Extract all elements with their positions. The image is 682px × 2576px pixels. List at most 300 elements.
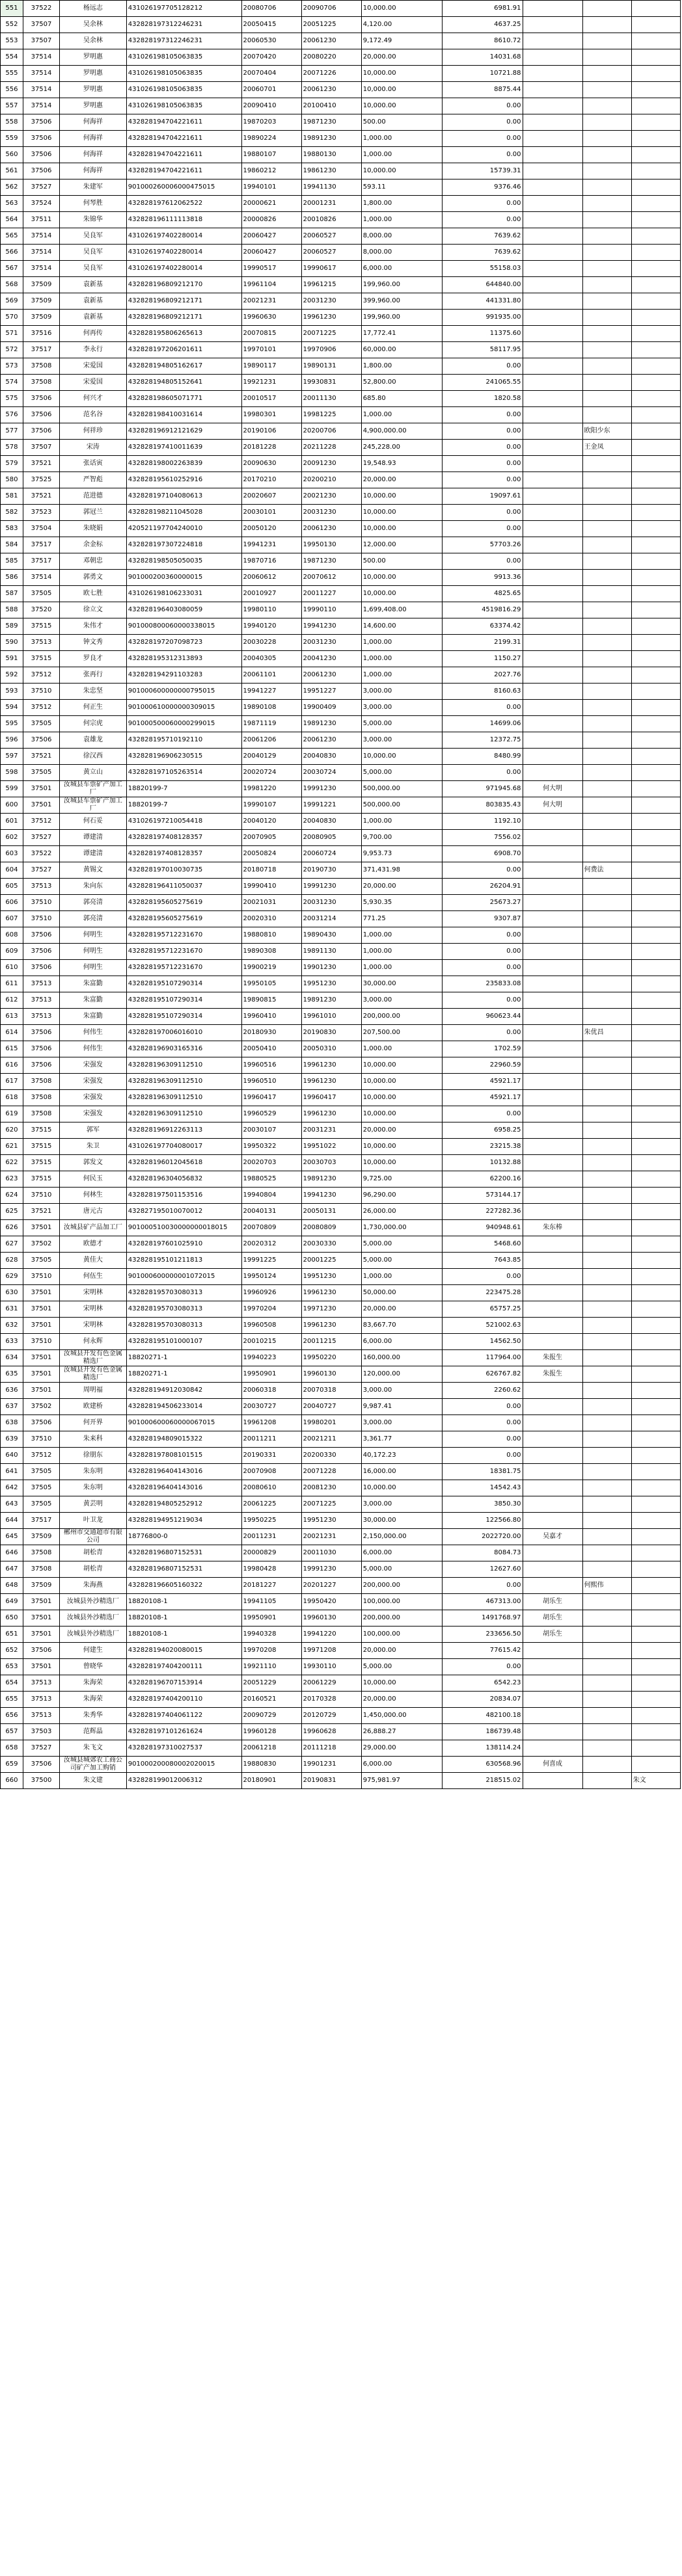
cell-no: 602 [1,830,23,846]
table-row [1,1431,681,1448]
cell-extra2 [631,147,680,163]
cell-extra2 [631,98,680,114]
cell-extra2 [631,1122,680,1139]
cell-end_date: 20200706 [301,423,361,440]
cell-id_number: 432828197601025910 [126,1236,241,1253]
cell-start_date: 19890117 [241,358,301,375]
cell-start_date: 20070809 [241,1220,301,1236]
cell-guarantor: 胡乐生 [523,1627,582,1643]
cell-guarantor [523,245,582,261]
cell-start_date: 20030101 [241,505,301,521]
cell-end_date: 19960628 [301,1724,361,1740]
cell-no: 600 [1,797,23,814]
cell-extra2 [631,245,680,261]
table-row [1,1009,681,1025]
cell-start_date: 20190331 [241,1448,301,1464]
cell-code: 37508 [23,358,59,375]
table-row [1,1594,681,1610]
cell-extra1 [582,1431,631,1448]
cell-balance: 1192.10 [442,814,523,830]
table-row [1,1334,681,1350]
cell-no: 630 [1,1285,23,1301]
cell-balance: 22960.59 [442,1057,523,1074]
cell-extra1 [582,179,631,196]
cell-extra1 [582,1236,631,1253]
cell-name: 罗明惠 [60,98,127,114]
cell-principal: 120,000.00 [361,1366,442,1383]
cell-extra1 [582,992,631,1009]
cell-code: 37501 [23,797,59,814]
cell-extra1 [582,1740,631,1757]
cell-no: 628 [1,1253,23,1269]
cell-code: 37513 [23,976,59,992]
cell-guarantor [523,66,582,82]
cell-start_date: 20180930 [241,1025,301,1041]
cell-guarantor [523,1139,582,1155]
cell-name: 范辉晶 [60,1724,127,1740]
cell-balance: 57703.26 [442,537,523,553]
cell-start_date: 20050120 [241,521,301,537]
cell-name: 朱飞文 [60,1740,127,1757]
cell-principal: 1,800.00 [361,196,442,212]
cell-id_number: 431026198105063835 [126,98,241,114]
cell-name: 袁新基 [60,310,127,326]
cell-balance: 45921.17 [442,1090,523,1106]
table-row [1,1350,681,1366]
table-row [1,1480,681,1496]
table-row [1,1090,681,1106]
cell-end_date: 19951230 [301,1269,361,1285]
cell-end_date: 19961010 [301,1009,361,1025]
cell-principal: 1,000.00 [361,927,442,944]
cell-balance: 233656.50 [442,1627,523,1643]
cell-id_number: 432828198605071771 [126,391,241,407]
cell-name: 郭军 [60,1122,127,1139]
cell-no: 565 [1,228,23,245]
cell-principal: 30,000.00 [361,976,442,992]
cell-name: 郴州市交通超市有限公司 [60,1529,127,1545]
cell-no: 621 [1,1139,23,1155]
cell-extra1 [582,1122,631,1139]
cell-code: 37501 [23,1301,59,1318]
cell-start_date: 20020703 [241,1155,301,1171]
cell-guarantor [523,1188,582,1204]
cell-start_date: 19960510 [241,1074,301,1090]
cell-extra2 [631,635,680,651]
cell-guarantor [523,342,582,358]
cell-name: 朱海燕 [60,1578,127,1594]
cell-balance: 2027.76 [442,667,523,684]
cell-balance: 7556.02 [442,830,523,846]
cell-principal: 8,000.00 [361,245,442,261]
cell-code: 37515 [23,1171,59,1188]
table-row [1,1171,681,1188]
cell-id_number: 432828196809212171 [126,310,241,326]
cell-balance: 7643.85 [442,1253,523,1269]
cell-name: 何建生 [60,1643,127,1659]
cell-end_date: 20011130 [301,391,361,407]
cell-principal: 1,000.00 [361,651,442,667]
cell-guarantor [523,179,582,196]
cell-no: 650 [1,1610,23,1627]
cell-guarantor [523,553,582,570]
cell-extra1 [582,716,631,732]
cell-end_date: 19950220 [301,1350,361,1366]
cell-principal: 1,000.00 [361,960,442,976]
cell-start_date: 20020607 [241,488,301,505]
cell-name: 何海祥 [60,163,127,179]
cell-guarantor [523,765,582,781]
cell-no: 555 [1,66,23,82]
cell-start_date: 19960516 [241,1057,301,1074]
cell-no: 652 [1,1643,23,1659]
cell-end_date: 19951230 [301,1513,361,1529]
cell-start_date: 20070908 [241,1464,301,1480]
cell-start_date: 20061101 [241,667,301,684]
cell-balance: 0.00 [442,505,523,521]
table-row [1,488,681,505]
cell-end_date: 20061230 [301,667,361,684]
cell-balance: 14031.68 [442,49,523,66]
cell-guarantor [523,830,582,846]
cell-guarantor [523,976,582,992]
cell-end_date: 19960130 [301,1366,361,1383]
cell-balance: 2199.31 [442,635,523,651]
cell-principal: 5,000.00 [361,1659,442,1675]
cell-extra2 [631,82,680,98]
table-row [1,765,681,781]
cell-principal: 3,000.00 [361,992,442,1009]
table-row [1,1285,681,1301]
cell-name: 罗良才 [60,651,127,667]
cell-end_date: 20030330 [301,1236,361,1253]
cell-start_date: 20020310 [241,911,301,927]
cell-extra2 [631,749,680,765]
cell-end_date: 19871230 [301,553,361,570]
cell-extra1 [582,830,631,846]
cell-no: 631 [1,1301,23,1318]
cell-balance: 441331.80 [442,293,523,310]
cell-id_number: 432828196605160322 [126,1578,241,1594]
cell-principal: 1,000.00 [361,814,442,830]
cell-end_date: 20080809 [301,1220,361,1236]
cell-principal: 26,000.00 [361,1204,442,1220]
cell-extra1 [582,488,631,505]
cell-principal: 245,228.00 [361,440,442,456]
cell-balance: 223475.28 [442,1285,523,1301]
cell-no: 637 [1,1399,23,1415]
cell-principal: 1,000.00 [361,1041,442,1057]
cell-code: 37513 [23,879,59,895]
cell-extra2 [631,1740,680,1757]
table-row [1,1692,681,1708]
cell-id_number: 432828194020080015 [126,1643,241,1659]
cell-principal: 399,960.00 [361,293,442,310]
cell-start_date: 19890108 [241,700,301,716]
table-row [1,830,681,846]
cell-id_number: 432828197408128357 [126,830,241,846]
cell-extra1 [582,1334,631,1350]
cell-principal: 1,450,000.00 [361,1708,442,1724]
table-row [1,1366,681,1383]
cell-guarantor [523,358,582,375]
cell-id_number: 432828195703080313 [126,1318,241,1334]
cell-guarantor [523,1057,582,1074]
cell-extra1 [582,1708,631,1724]
cell-end_date: 20071226 [301,66,361,82]
cell-guarantor [523,228,582,245]
cell-name: 汝城县矿产品加工厂 [60,1220,127,1236]
cell-name: 吴良军 [60,228,127,245]
cell-no: 645 [1,1529,23,1545]
cell-start_date: 19961208 [241,1415,301,1431]
cell-principal: 10,000.00 [361,1675,442,1692]
cell-extra1 [582,1561,631,1578]
cell-extra1 [582,960,631,976]
cell-balance: 630568.96 [442,1757,523,1773]
cell-no: 613 [1,1009,23,1025]
cell-no: 576 [1,407,23,423]
table-row [1,1496,681,1513]
cell-code: 37501 [23,1627,59,1643]
cell-principal: 20,000.00 [361,472,442,488]
cell-id_number: 901000600060000067015 [126,1415,241,1431]
cell-principal: 10,000.00 [361,505,442,521]
cell-start_date: 20040305 [241,651,301,667]
cell-start_date: 20000826 [241,212,301,228]
cell-no: 591 [1,651,23,667]
table-row [1,911,681,927]
cell-end_date: 20190830 [301,1025,361,1041]
cell-no: 594 [1,700,23,716]
cell-guarantor [523,1106,582,1122]
cell-extra1: 何熙伟 [582,1578,631,1594]
cell-start_date: 20070404 [241,66,301,82]
cell-extra1 [582,976,631,992]
cell-code: 37527 [23,179,59,196]
cell-extra1 [582,196,631,212]
cell-id_number: 432827195010070012 [126,1204,241,1220]
cell-id_number: 432828195312313893 [126,651,241,667]
cell-guarantor [523,196,582,212]
cell-name: 谭建清 [60,830,127,846]
cell-principal: 10,000.00 [361,1090,442,1106]
cell-extra2 [631,505,680,521]
cell-name: 宋涛 [60,440,127,456]
cell-id_number: 18776800-0 [126,1529,241,1545]
cell-code: 37527 [23,1740,59,1757]
cell-name: 唐元古 [60,1204,127,1220]
cell-name: 何林生 [60,1188,127,1204]
cell-end_date: 19991230 [301,781,361,797]
cell-name: 何永辉 [60,1334,127,1350]
cell-no: 640 [1,1448,23,1464]
cell-extra1 [582,879,631,895]
cell-extra2 [631,472,680,488]
cell-extra1 [582,602,631,618]
cell-guarantor [523,1708,582,1724]
cell-extra1 [582,163,631,179]
cell-end_date: 20120729 [301,1708,361,1724]
cell-guarantor [523,33,582,49]
cell-no: 606 [1,895,23,911]
cell-no: 552 [1,17,23,33]
cell-guarantor [523,82,582,98]
cell-guarantor [523,1318,582,1334]
cell-end_date: 19971208 [301,1643,361,1659]
cell-principal: 30,000.00 [361,1513,442,1529]
cell-end_date: 19961215 [301,277,361,293]
table-row [1,1074,681,1090]
cell-name: 何海祥 [60,131,127,147]
cell-code: 37501 [23,1610,59,1627]
cell-start_date: 19950901 [241,1610,301,1627]
cell-extra2 [631,1009,680,1025]
cell-code: 37515 [23,651,59,667]
cell-extra1 [582,1253,631,1269]
cell-code: 37505 [23,1464,59,1480]
cell-extra1 [582,1269,631,1285]
cell-code: 37501 [23,1350,59,1366]
cell-code: 37501 [23,1366,59,1383]
cell-start_date: 20180718 [241,862,301,879]
cell-guarantor [523,1025,582,1041]
table-row [1,1253,681,1269]
cell-principal: 1,730,000.00 [361,1220,442,1236]
table-row [1,358,681,375]
cell-name: 罗明惠 [60,82,127,98]
cell-id_number: 901000610000000309015 [126,700,241,716]
cell-balance: 6908.70 [442,846,523,862]
cell-id_number: 432828196309112510 [126,1057,241,1074]
cell-extra2 [631,358,680,375]
cell-end_date: 20091230 [301,456,361,472]
cell-principal: 200,000.00 [361,1009,442,1025]
cell-id_number: 901000800060000338015 [126,618,241,635]
cell-principal: 60,000.00 [361,342,442,358]
cell-no: 554 [1,49,23,66]
cell-balance: 25673.27 [442,895,523,911]
cell-id_number: 432828196404143016 [126,1464,241,1480]
cell-name: 黄佳大 [60,1253,127,1269]
cell-code: 37515 [23,618,59,635]
cell-extra2 [631,488,680,505]
cell-balance: 0.00 [442,1106,523,1122]
cell-extra1 [582,927,631,944]
cell-start_date: 19970204 [241,1301,301,1318]
cell-id_number: 431026197210054418 [126,814,241,830]
cell-extra1 [582,212,631,228]
cell-balance: 2022720.00 [442,1529,523,1545]
cell-guarantor [523,1464,582,1480]
cell-id_number: 432828197404200110 [126,1692,241,1708]
cell-end_date: 20031214 [301,911,361,927]
cell-name: 郭冠兰 [60,505,127,521]
cell-extra2 [631,33,680,49]
cell-extra1 [582,553,631,570]
cell-start_date: 20180901 [241,1773,301,1789]
cell-balance: 62200.16 [442,1171,523,1188]
cell-guarantor [523,163,582,179]
cell-end_date: 19991230 [301,879,361,895]
cell-balance: 0.00 [442,423,523,440]
cell-name: 黄锡文 [60,862,127,879]
cell-principal: 52,800.00 [361,375,442,391]
cell-guarantor [523,98,582,114]
cell-guarantor [523,505,582,521]
cell-balance: 11375.60 [442,326,523,342]
cell-principal: 50,000.00 [361,1285,442,1301]
cell-balance: 19097.61 [442,488,523,505]
cell-principal: 17,772.41 [361,326,442,342]
table-row [1,1301,681,1318]
cell-extra1 [582,1106,631,1122]
cell-no: 601 [1,814,23,830]
cell-extra2 [631,1285,680,1301]
cell-balance: 12372.75 [442,732,523,749]
cell-no: 570 [1,310,23,326]
cell-start_date: 20181228 [241,440,301,456]
cell-principal: 4,900,000.00 [361,423,442,440]
cell-end_date: 19890430 [301,927,361,944]
table-row [1,618,681,635]
cell-id_number: 901000500060000299015 [126,716,241,732]
cell-extra1 [582,781,631,797]
cell-extra2 [631,391,680,407]
cell-no: 634 [1,1350,23,1366]
cell-start_date: 20160521 [241,1692,301,1708]
cell-guarantor [523,1399,582,1415]
cell-no: 654 [1,1675,23,1692]
cell-id_number: 432828198410031614 [126,407,241,423]
table-row [1,684,681,700]
cell-no: 615 [1,1041,23,1057]
cell-balance: 0.00 [442,212,523,228]
cell-guarantor [523,1041,582,1057]
cell-extra1 [582,1009,631,1025]
cell-guarantor [523,1334,582,1350]
cell-extra2 [631,1025,680,1041]
cell-end_date: 20071228 [301,1464,361,1480]
cell-principal: 20,000.00 [361,1301,442,1318]
table-row [1,570,681,586]
cell-code: 37510 [23,1431,59,1448]
cell-guarantor [523,423,582,440]
cell-code: 37501 [23,1594,59,1610]
cell-extra2 [631,586,680,602]
cell-balance: 960623.44 [442,1009,523,1025]
cell-id_number: 432828194704221611 [126,163,241,179]
cell-principal: 10,000.00 [361,586,442,602]
cell-extra1 [582,1757,631,1773]
cell-extra2 [631,1513,680,1529]
cell-end_date: 19900409 [301,700,361,716]
cell-extra2 [631,423,680,440]
cell-extra2 [631,602,680,618]
cell-extra1 [582,1350,631,1366]
cell-extra1 [582,1627,631,1643]
cell-principal: 9,987.41 [361,1399,442,1415]
cell-start_date: 20011231 [241,1529,301,1545]
table-row [1,879,681,895]
cell-balance: 8160.63 [442,684,523,700]
cell-id_number: 431026197402280014 [126,228,241,245]
cell-no: 586 [1,570,23,586]
cell-start_date: 20021231 [241,293,301,310]
cell-principal: 29,000.00 [361,1740,442,1757]
cell-name: 朱文建 [60,1773,127,1789]
cell-principal: 5,000.00 [361,1253,442,1269]
